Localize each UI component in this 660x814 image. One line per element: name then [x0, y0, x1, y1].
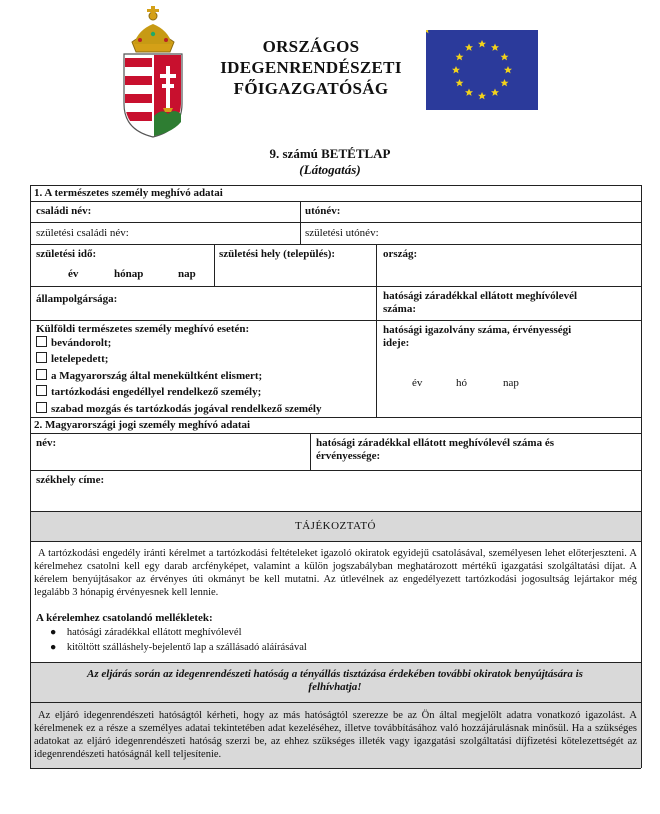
checkbox-icon[interactable] — [36, 369, 47, 380]
checkbox-icon[interactable] — [36, 336, 47, 347]
option-refugee[interactable] — [36, 369, 262, 383]
checkbox-icon[interactable] — [36, 352, 47, 363]
id-validity-day: nap — [503, 377, 519, 389]
form-title-main: 9. számú BETÉTLAP — [269, 146, 391, 161]
org-line-3: FŐIGAZGATÓSÁG — [233, 79, 389, 98]
seat-address-label[interactable]: székhely címe: — [36, 474, 105, 486]
bullet-icon: ● — [50, 627, 57, 638]
info-paragraph: A tartózkodási engedély iránti kérelmet a tartózkodási feltételeket igazoló okiratok egyidejű csatolásával, személyesen lehet előterjeszteni. A kérelmehez csatolni kell egy darab arcfényképet, valamint a külön jogszabályban meghatározott mértékű igazgatási szolgáltatási díjat. A kérelem benyújtásakor az érvényes úti okmányt be kell mutatni. Az útlevélnek az engedélyezett tartózkodási jogosultság lejártakor még legalább 3 hónapig érvényesnek kell lennie. — [34, 548, 637, 598]
attachment-label: kitöltött szálláshely-bejelentő lap a szállásadó aláírásával — [66, 642, 307, 653]
birth-date-month: hónap — [114, 268, 144, 280]
id-card-label[interactable] — [383, 324, 571, 350]
given-name-label[interactable]: utónév: — [305, 205, 341, 217]
option-label: a Magyarország által menekültként elismert; — [51, 370, 263, 382]
section2-heading: 2. Magyarországi jogi személy meghívó adatai — [34, 419, 251, 431]
invitation-validity-label[interactable] — [316, 437, 554, 463]
invitation-number-line-2: száma: — [383, 303, 416, 315]
info-heading: TÁJÉKOZTATÓ — [295, 520, 376, 532]
birth-date-year: év — [68, 268, 79, 280]
legal-name-label[interactable]: név: — [36, 437, 57, 449]
attachment-item — [50, 641, 307, 655]
country-label[interactable]: ország: — [383, 248, 418, 260]
birth-place-label[interactable]: születési hely (település): — [219, 248, 336, 260]
option-label: tartózkodási engedéllyel rendelkező személy; — [51, 386, 262, 398]
birth-date-day: nap — [178, 268, 196, 280]
org-line-2: IDEGENRENDÉSZETI — [220, 58, 402, 77]
attachments-heading: A kérelemhez csatolandó mellékletek: — [36, 612, 213, 624]
closing-paragraph: Az eljáró idegenrendészeti hatóságtól kérheti, hogy az más hatóságtól szerezze be az Ön által megjelölt adatra vonatkozó igazolást. A kérelmenek ez a része a személyes adatai tekintetében adat kezeléséhez, illetve továbbításához való hozzájárulásnak minősül. Ha a szükséges adatokat az eljáró idegenrendészeti hatóság szerzi be, az ehhez szükséges illeték vagy igazgatási szolgáltatási díjfizetési kötelezettségét az idegenrendészeti hatóságnál kell teljesítenie. — [34, 710, 637, 760]
option-immigrant[interactable] — [36, 336, 111, 350]
family-name-label[interactable]: családi név: — [36, 205, 92, 217]
id-card-line-2: ideje: — [383, 337, 410, 349]
foreign-inviter-heading: Külföldi természetes személy meghívó esetén: — [36, 323, 250, 335]
invitation-validity-line-1: hatósági záradékkal ellátott meghívólevél száma és — [316, 437, 554, 449]
id-validity-month: hó — [456, 377, 467, 389]
birth-given-name-label[interactable]: születési utónév: — [305, 227, 379, 239]
option-label: szabad mozgás és tartózkodás jogával rendelkező személy — [51, 403, 322, 415]
invitation-validity-line-2: érvényessége: — [316, 450, 381, 462]
option-free-movement[interactable] — [36, 402, 321, 416]
citizenship-label[interactable]: állampolgársága: — [36, 293, 118, 305]
eu-flag-icon — [426, 30, 538, 110]
org-line-1: ORSZÁGOS — [262, 37, 360, 56]
checkbox-icon[interactable] — [36, 402, 47, 413]
option-label: letelepedett; — [51, 353, 109, 365]
attachment-item — [50, 626, 241, 640]
invitation-number-line-1: hatósági záradékkal ellátott meghívólevél — [383, 290, 578, 302]
notice-text: Az eljárás során az idegenrendészeti hatóság a tényállás tisztázása érdekében további okiratok benyújtására is felhívhatja! — [87, 668, 583, 693]
checkbox-icon[interactable] — [36, 385, 47, 396]
option-label: bevándorolt; — [51, 337, 112, 349]
section1-heading: 1. A természetes személy meghívó adatai — [34, 187, 223, 199]
bullet-icon: ● — [50, 642, 57, 653]
option-settled[interactable] — [36, 352, 108, 366]
id-card-line-1: hatósági igazolvány száma, érvényességi — [383, 324, 572, 336]
form-title — [200, 146, 460, 178]
id-validity-year: év — [412, 377, 423, 389]
birth-date-label[interactable]: születési idő: — [36, 248, 97, 260]
hungarian-coat-of-arms-icon — [118, 4, 188, 138]
organization-name — [196, 36, 426, 99]
attachment-label: hatósági záradékkal ellátott meghívólevél — [66, 627, 242, 638]
form-title-sub: (Látogatás) — [299, 162, 361, 177]
invitation-number-label[interactable] — [383, 290, 577, 316]
birth-family-name-label[interactable]: születési családi név: — [36, 227, 129, 239]
option-residence-permit[interactable] — [36, 385, 261, 399]
